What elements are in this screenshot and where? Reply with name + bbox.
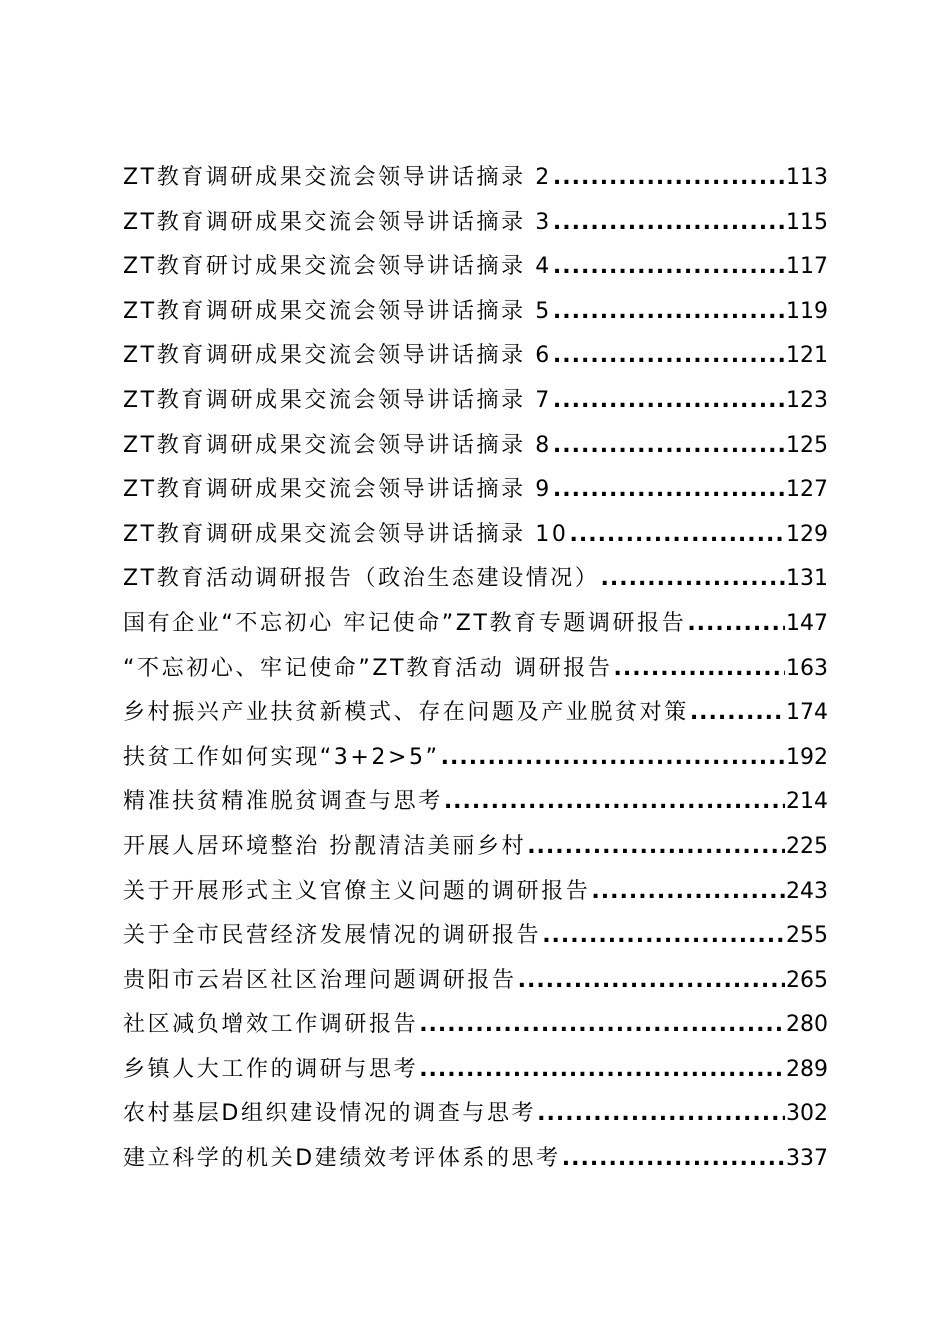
toc-entry-title: 扶贫工作如何实现“3+2>5” <box>123 744 440 770</box>
toc-dot-leader <box>553 379 785 424</box>
toc-entry-title: ZT教育调研成果交流会领导讲话摘录 6 <box>123 343 552 369</box>
toc-entry-title: ZT教育调研成果交流会领导讲话摘录 9 <box>123 477 552 503</box>
toc-entry-page-number: 243 <box>786 878 828 904</box>
toc-entry-title: 贵阳市云岩区社区治理问题调研报告 <box>123 967 517 993</box>
toc-dot-leader <box>537 1092 785 1137</box>
toc-entry[interactable] <box>123 914 828 959</box>
toc-dot-leader <box>553 468 785 513</box>
toc-entry-page-number: 192 <box>786 744 828 770</box>
toc-entry-title: ZT教育调研成果交流会领导讲话摘录 2 <box>123 165 552 190</box>
toc-entry-title: 农村基层D组织建设情况的调查与思考 <box>123 1101 537 1127</box>
toc-entry-title: 乡村振兴产业扶贫新模式、存在问题及产业脱贫对策 <box>123 700 689 726</box>
toc-entry[interactable] <box>123 870 828 915</box>
toc-dot-leader <box>553 201 785 246</box>
toc-dot-leader <box>570 513 786 558</box>
toc-entry-title: ZT教育调研成果交流会领导讲话摘录 5 <box>123 298 552 324</box>
toc-dot-leader <box>614 647 786 692</box>
toc-entry[interactable] <box>123 156 828 201</box>
toc-entry-page-number: 117 <box>786 254 828 280</box>
toc-dot-leader <box>419 1048 785 1093</box>
toc-entry-title: ZT教育调研成果交流会领导讲话摘录 7 <box>123 387 552 413</box>
toc-entry[interactable] <box>123 201 828 246</box>
toc-dot-leader <box>444 780 785 825</box>
toc-entry[interactable] <box>123 379 828 424</box>
toc-entry[interactable] <box>123 1137 828 1182</box>
toc-entry-page-number: 280 <box>786 1012 828 1038</box>
toc-entry-page-number: 121 <box>786 343 828 369</box>
toc-entry[interactable] <box>123 647 828 692</box>
toc-entry-title: 建立科学的机关D建绩效考评体系的思考 <box>123 1146 561 1172</box>
toc-entry[interactable] <box>123 602 828 647</box>
toc-entry-title: ZT教育调研成果交流会领导讲话摘录 3 <box>123 209 552 235</box>
toc-entry[interactable] <box>123 513 828 558</box>
toc-dot-leader <box>553 156 785 201</box>
toc-entry-page-number: 129 <box>786 521 828 547</box>
toc-entry[interactable] <box>123 959 828 1004</box>
toc-entry-page-number: 302 <box>786 1101 828 1127</box>
toc-entry[interactable] <box>123 1048 828 1093</box>
toc-entry-page-number: 225 <box>786 833 828 859</box>
toc-entry[interactable] <box>123 557 828 602</box>
toc-entry-title: 开展人居环境整治 扮靓清洁美丽乡村 <box>123 833 527 859</box>
toc-entry-page-number: 119 <box>786 298 828 324</box>
toc-entry-page-number: 115 <box>786 209 828 235</box>
toc-entry-page-number: 163 <box>786 655 828 681</box>
toc-entry-title: 关于开展形式主义官僚主义问题的调研报告 <box>123 878 591 904</box>
toc-entry[interactable] <box>123 1092 828 1137</box>
toc-dot-leader <box>553 245 785 290</box>
toc-dot-leader <box>687 602 785 647</box>
toc-dot-leader <box>591 870 785 915</box>
toc-entry-page-number: 214 <box>786 789 828 815</box>
toc-entry-title: ZT教育研讨成果交流会领导讲话摘录 4 <box>123 254 552 280</box>
toc-entry-page-number: 123 <box>786 387 828 413</box>
toc-entry-title: 社区减负增效工作调研报告 <box>123 1012 419 1038</box>
toc-dot-leader <box>553 334 785 379</box>
toc-entry-page-number: 255 <box>786 923 828 949</box>
toc-entry-title: 乡镇人大工作的调研与思考 <box>123 1056 419 1082</box>
toc-entry-title: ZT教育调研成果交流会领导讲话摘录 8 <box>123 432 552 458</box>
toc-entry-page-number: 127 <box>786 477 828 503</box>
toc-entry[interactable] <box>123 780 828 825</box>
toc-entry-title: 精准扶贫精准脱贫调查与思考 <box>123 789 443 815</box>
table-of-contents <box>123 156 828 1182</box>
toc-entry[interactable] <box>123 691 828 736</box>
toc-entry[interactable] <box>123 1003 828 1048</box>
toc-entry-title: 关于全市民营经济发展情况的调研报告 <box>123 923 542 949</box>
toc-dot-leader <box>553 290 785 335</box>
toc-entry-page-number: 265 <box>786 967 828 993</box>
toc-entry[interactable] <box>123 424 828 469</box>
toc-dot-leader <box>542 914 785 959</box>
toc-dot-leader <box>553 424 785 469</box>
toc-entry-page-number: 337 <box>786 1146 828 1172</box>
toc-entry-page-number: 289 <box>786 1056 828 1082</box>
toc-entry[interactable] <box>123 468 828 513</box>
toc-entry-page-number: 113 <box>786 165 828 190</box>
toc-dot-leader <box>601 557 785 602</box>
toc-dot-leader <box>690 691 785 736</box>
toc-entry-title: 国有企业“不忘初心 牢记使命”ZT教育专题调研报告 <box>123 610 687 636</box>
toc-entry[interactable] <box>123 825 828 870</box>
toc-entry[interactable] <box>123 290 828 335</box>
toc-dot-leader <box>527 825 785 870</box>
toc-dot-leader <box>518 959 785 1004</box>
toc-entry-title: ZT教育调研成果交流会领导讲话摘录 10 <box>123 521 569 547</box>
toc-dot-leader <box>419 1003 785 1048</box>
toc-entry-title: “不忘初心、牢记使命”ZT教育活动 调研报告 <box>123 655 613 681</box>
toc-dot-leader <box>562 1137 785 1182</box>
toc-entry-page-number: 174 <box>786 700 828 726</box>
toc-entry-page-number: 125 <box>786 432 828 458</box>
toc-entry[interactable] <box>123 334 828 379</box>
toc-entry-page-number: 147 <box>786 610 828 636</box>
toc-entry-page-number: 131 <box>786 566 828 592</box>
toc-entry[interactable] <box>123 736 828 781</box>
toc-dot-leader <box>441 736 785 781</box>
toc-entry-title: ZT教育活动调研报告（政治生态建设情况） <box>123 566 600 592</box>
toc-entry[interactable] <box>123 245 828 290</box>
